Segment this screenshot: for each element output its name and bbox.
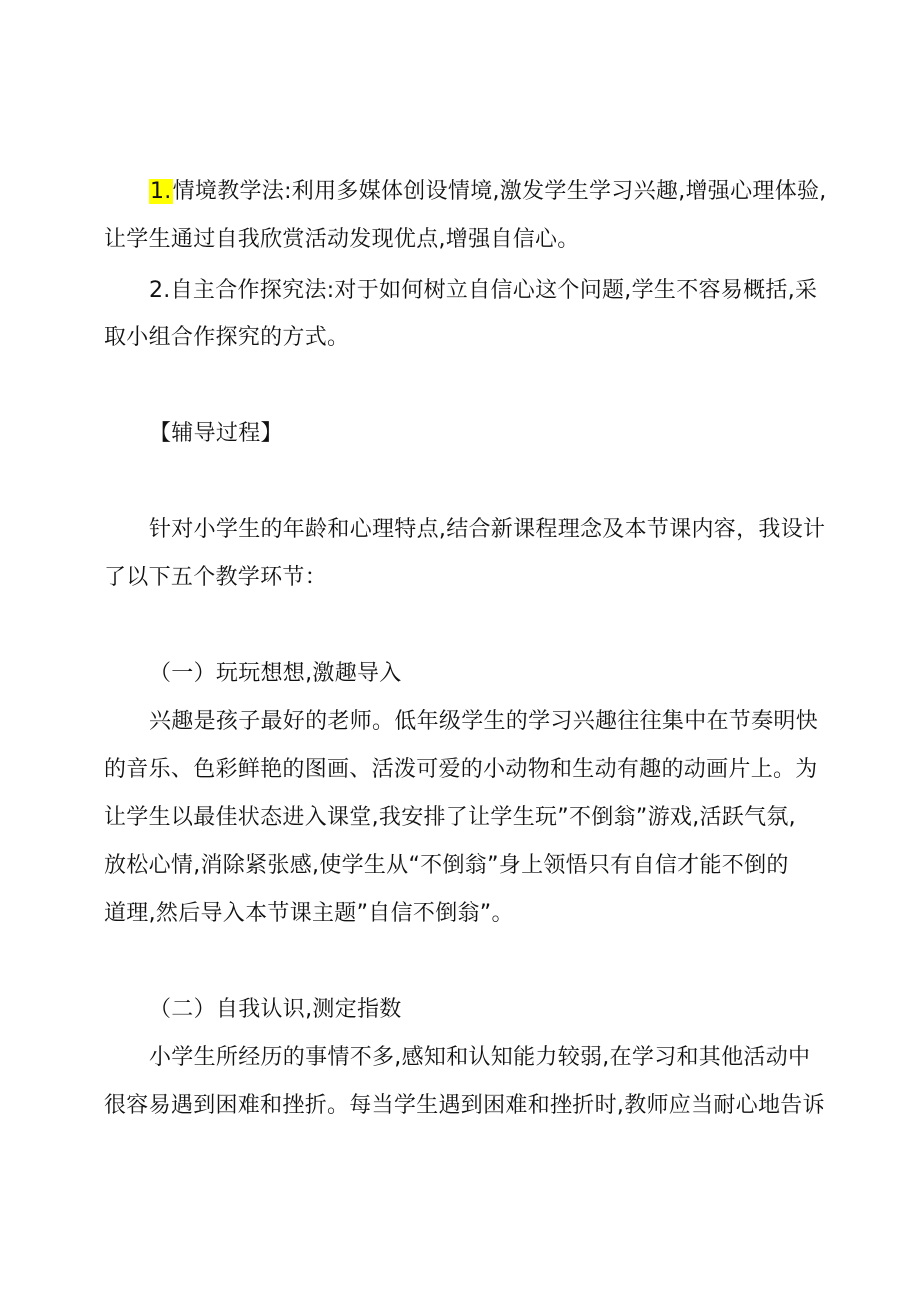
section-2-line-1: 小学生所经历的事情不多,感知和认知能力较弱,在学习和其他活动中 (149, 1045, 811, 1070)
section-1-title: （一）玩玩想想,激趣导入 (149, 661, 402, 686)
section-1-line-4: 放松心情,消除紧张感,使学生从“不倒翁”身上领悟只有自信才能不倒的 (104, 853, 789, 878)
paragraph-3-line-1: 针对小学生的年龄和心理特点,结合新课程理念及本节课内容，我设计 (149, 517, 826, 542)
paragraph-1-text: 情境教学法:利用多媒体创设情境,激发学生学习兴趣,增强心理体验, (172, 179, 827, 204)
section-2-title: （二）自我认识,测定指数 (149, 997, 402, 1022)
section-1-line-5: 道理,然后导入本节课主题”自信不倒翁”。 (104, 901, 514, 926)
section-2-line-2: 很容易遇到困难和挫折。每当学生遇到困难和挫折时,教师应当耐心地告诉 (104, 1093, 825, 1118)
paragraph-2-line-2: 取小组合作探究的方式。 (104, 325, 350, 350)
section-1-line-1: 兴趣是孩子最好的老师。低年级学生的学习兴趣往往集中在节奏明快 (149, 709, 819, 734)
paragraph-3-line-2: 了以下五个教学环节： (104, 565, 328, 590)
section-1-line-3: 让学生以最佳状态进入课堂,我安排了让学生玩”不倒翁”游戏,活跃气氛, (104, 805, 796, 830)
paragraph-1-line-1 (149, 177, 827, 207)
highlighted-number: 1. (150, 179, 172, 204)
paragraph-2-line-1: 2.自主合作探究法:对于如何树立自信心这个问题,学生不容易概括,采 (149, 278, 818, 303)
section-1-line-2: 的音乐、色彩鲜艳的图画、活泼可爱的小动物和生动有趣的动画片上。为 (104, 757, 818, 782)
heading-process: 【辅导过程】 (149, 421, 283, 446)
paragraph-1-line-2: 让学生通过自我欣赏活动发现优点,增强自信心。 (104, 227, 580, 252)
